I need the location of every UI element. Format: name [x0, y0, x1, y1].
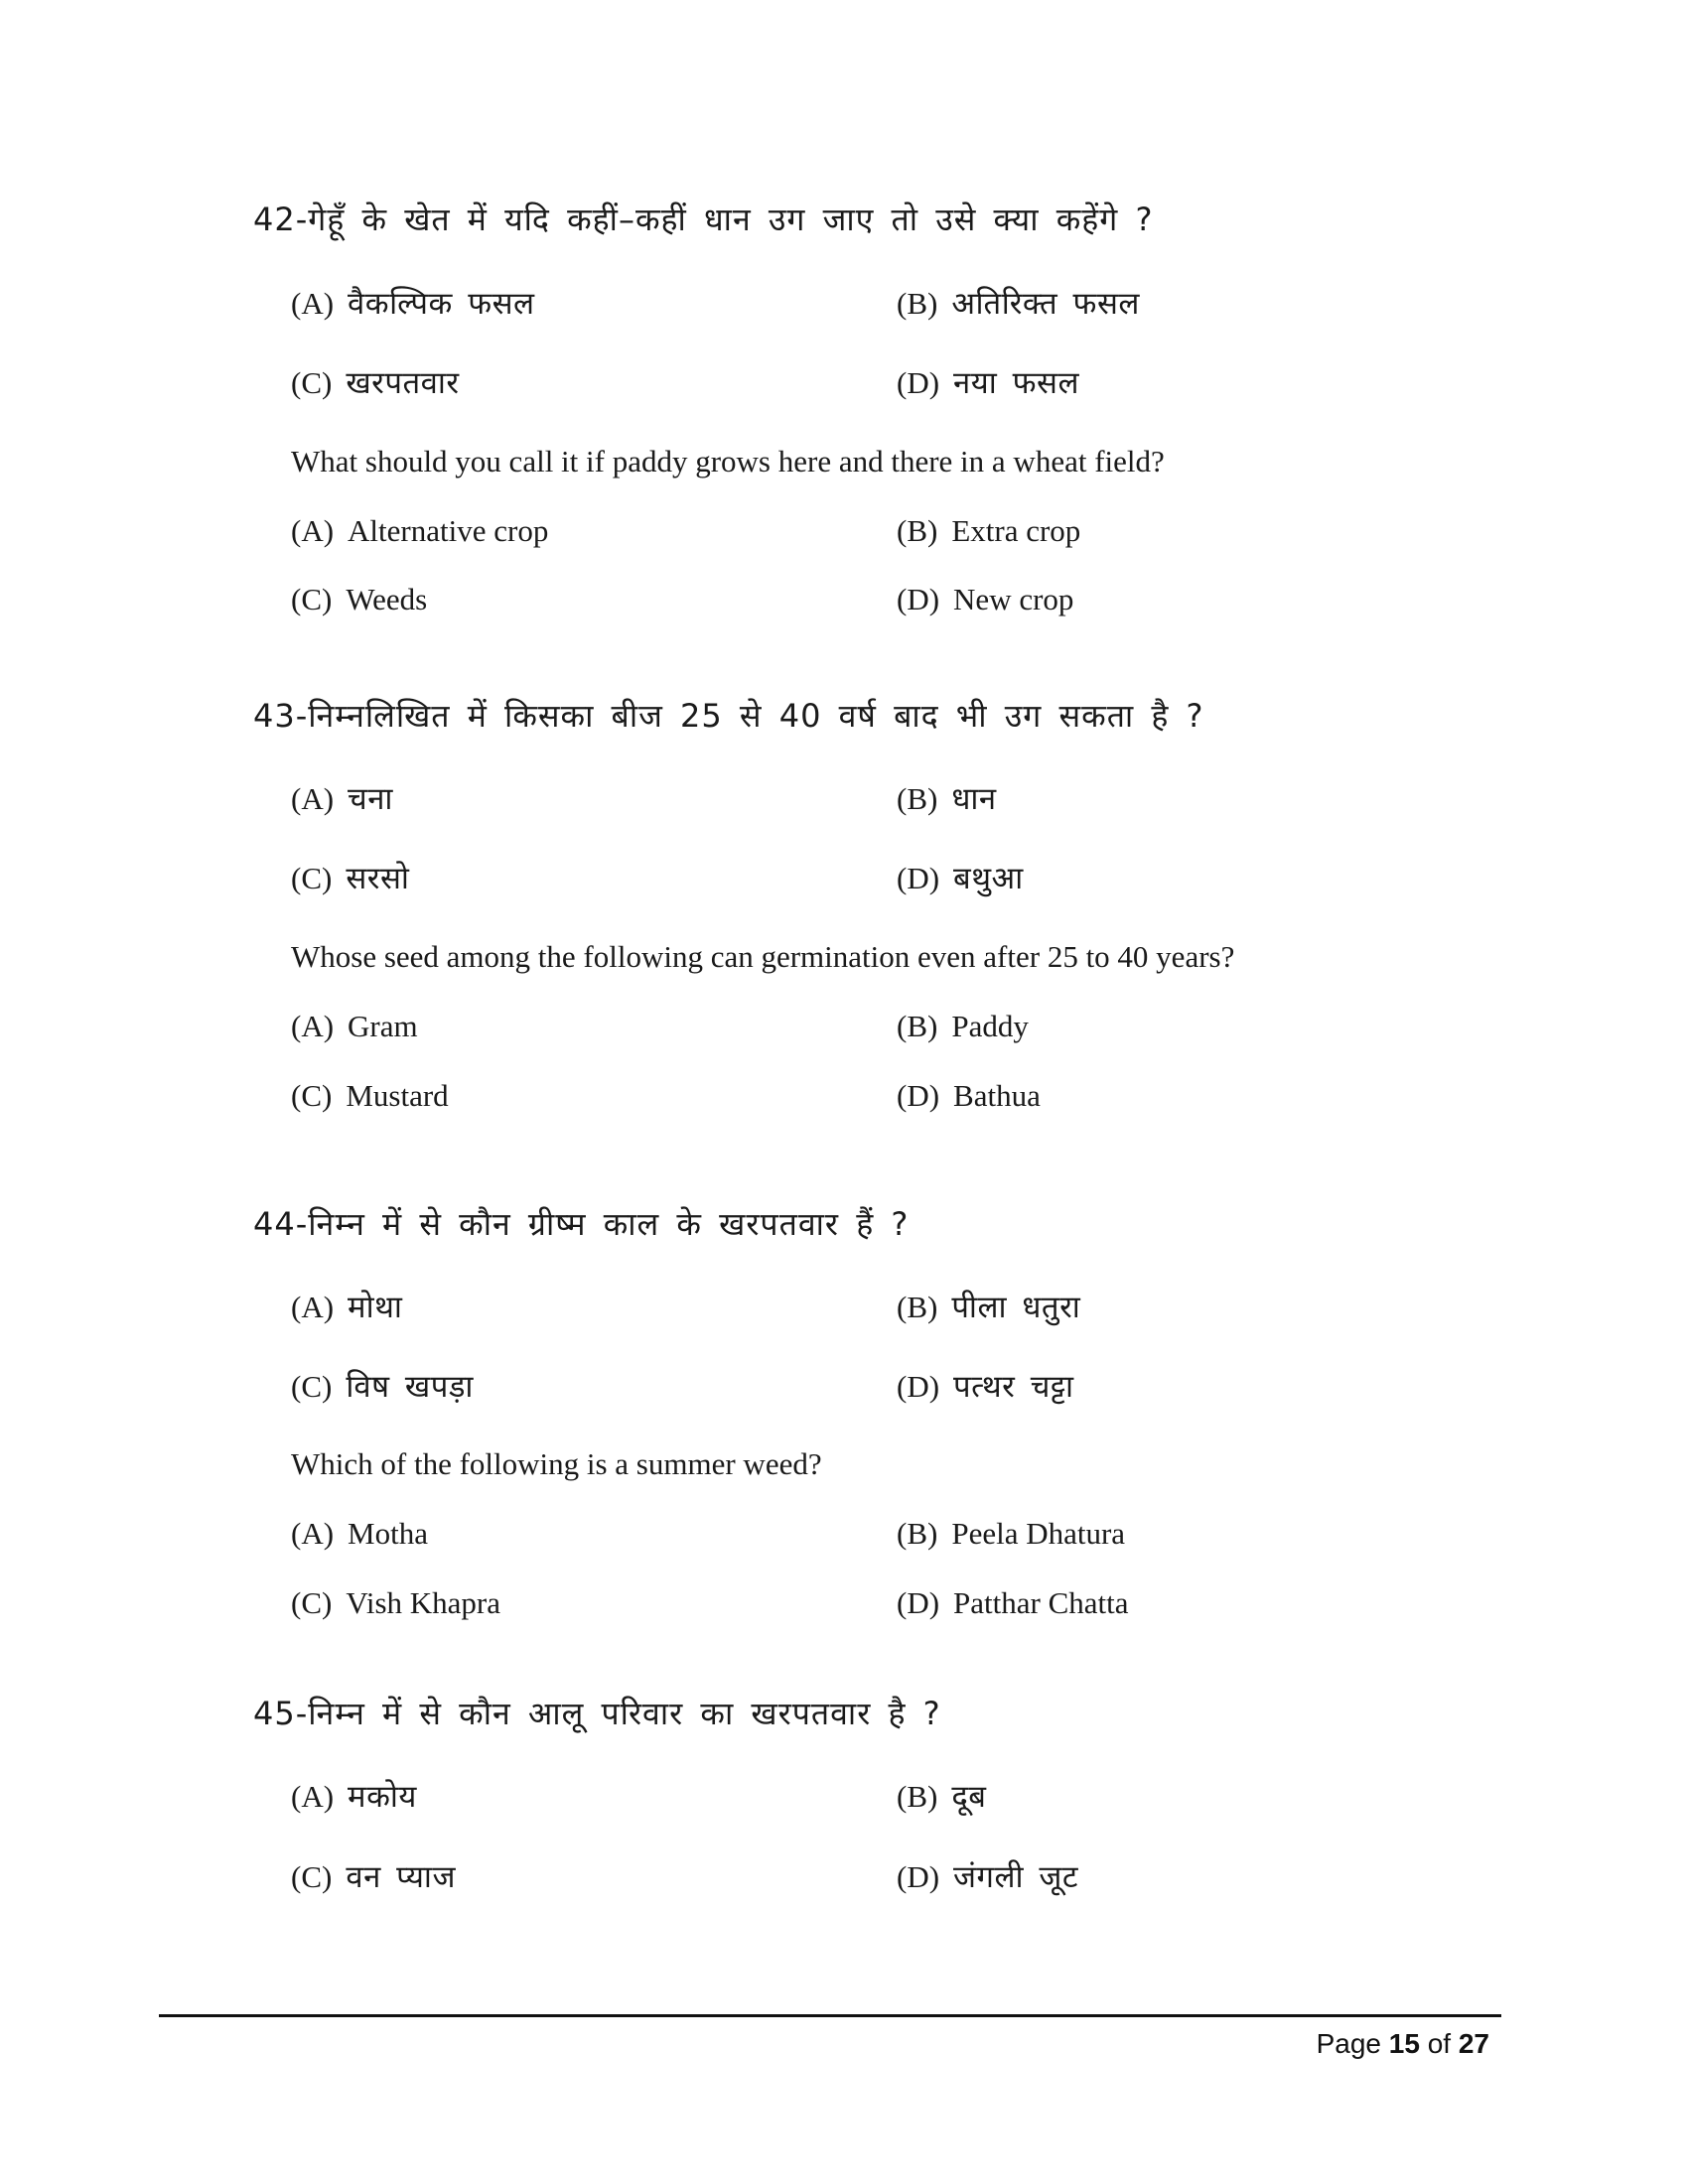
question-text: निम्न में से कौन ग्रीष्म काल के खरपतवार हैं ?	[308, 1205, 910, 1243]
option-a: (A) चना	[291, 781, 393, 817]
option-d: (D) बथुआ	[897, 861, 1024, 896]
option-a: (A) वैकल्पिक फसल	[291, 286, 535, 322]
question-45-hindi	[253, 1695, 941, 1732]
question-number: 44-	[253, 1205, 309, 1243]
option-d: (D) New crop	[897, 582, 1074, 616]
question-43-english: Whose seed among the following can germination even after 25 to 40 years?	[291, 939, 1235, 974]
question-text: निम्नलिखित में किसका बीज 25 से 40 वर्ष बाद भी उग सकता है ?	[308, 697, 1204, 735]
footer-divider	[159, 2014, 1501, 2017]
option-b: (B) धान	[897, 781, 997, 817]
question-number: 45-	[253, 1695, 309, 1732]
option-c: (C) Vish Khapra	[291, 1585, 501, 1620]
option-d: (D) Patthar Chatta	[897, 1585, 1129, 1620]
option-d: (D) नया फसल	[897, 365, 1079, 401]
option-b: (B) Peela Dhatura	[897, 1516, 1126, 1551]
page-number	[1317, 2028, 1489, 2060]
option-b: (B) Paddy	[897, 1009, 1029, 1043]
option-b: (B) Extra crop	[897, 513, 1081, 548]
option-c: (C) खरपतवार	[291, 365, 460, 401]
option-c: (C) सरसो	[291, 861, 410, 896]
page-separator: of	[1427, 2028, 1452, 2059]
option-a: (A) Gram	[291, 1009, 418, 1043]
page-total: 27	[1458, 2028, 1489, 2059]
question-42-english: What should you call it if paddy grows here and there in a wheat field?	[291, 444, 1165, 478]
option-c: (C) वन प्याज	[291, 1859, 456, 1895]
option-c: (C) Weeds	[291, 582, 428, 616]
question-text: निम्न में से कौन आलू परिवार का खरपतवार है ?	[308, 1695, 941, 1732]
option-a: (A) Alternative crop	[291, 513, 549, 548]
option-c: (C) Mustard	[291, 1078, 449, 1113]
option-a: (A) Motha	[291, 1516, 428, 1551]
question-number: 43-	[253, 697, 309, 735]
option-a: (A) मोथा	[291, 1290, 403, 1325]
option-d: (D) पत्थर चट्टा	[897, 1369, 1074, 1405]
option-b: (B) अतिरिक्त फसल	[897, 286, 1140, 322]
option-c: (C) विष खपड़ा	[291, 1369, 474, 1405]
question-44-hindi	[253, 1205, 910, 1243]
option-d: (D) जंगली जूट	[897, 1859, 1079, 1895]
question-44-english: Which of the following is a summer weed?	[291, 1446, 822, 1481]
page-prefix: Page	[1316, 2028, 1381, 2059]
option-b: (B) दूब	[897, 1779, 987, 1815]
question-42-hindi	[253, 201, 1154, 238]
option-a: (A) मकोय	[291, 1779, 417, 1815]
question-43-hindi	[253, 697, 1204, 735]
question-text: गेहूँ के खेत में यदि कहीं–कहीं धान उग जाए तो उसे क्या कहेंगे ?	[308, 201, 1154, 238]
question-number: 42-	[253, 201, 309, 238]
option-b: (B) पीला धतुरा	[897, 1290, 1081, 1325]
option-d: (D) Bathua	[897, 1078, 1041, 1113]
page-current: 15	[1388, 2028, 1420, 2059]
